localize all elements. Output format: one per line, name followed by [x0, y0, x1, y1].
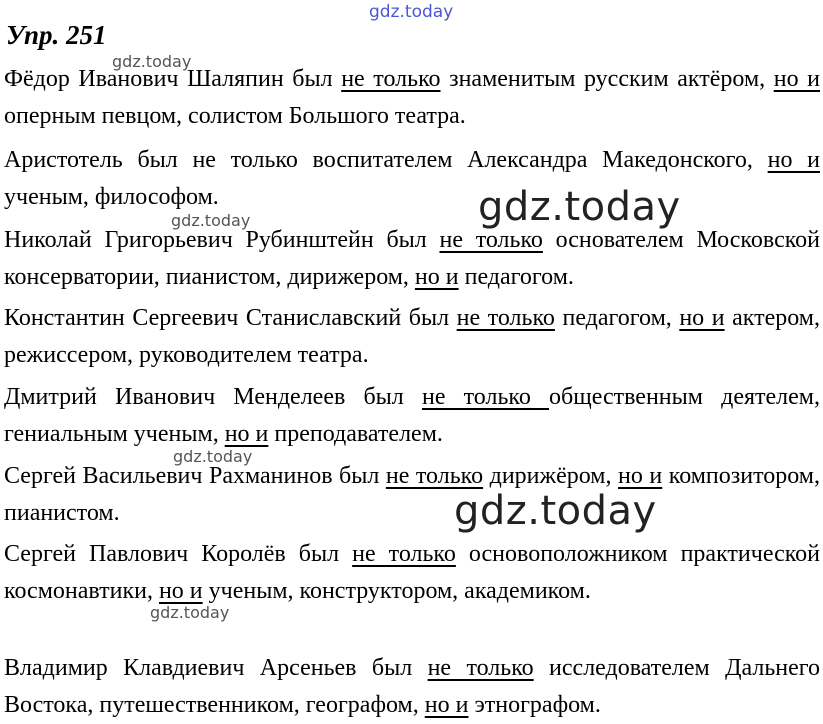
paragraph-4	[4, 300, 820, 374]
underlined-conjunction: но и	[424, 692, 469, 718]
sentence-part: ученым, конструктором, академиком.	[202, 578, 591, 604]
watermark: gdz.today	[478, 184, 681, 230]
sentence-part: дирижёром,	[483, 463, 619, 489]
underlined-conjunction: не только	[456, 305, 555, 331]
sentence-part: этнографом.	[468, 692, 601, 718]
watermark: gdz.today	[173, 447, 253, 466]
sentence-part: преподавателем.	[268, 421, 443, 447]
watermark: gdz.today	[369, 2, 454, 22]
sentence-part: педагогом,	[554, 305, 680, 331]
exercise-title: Упр. 251	[6, 20, 107, 50]
sentence-part: Сергей Васильевич Рахманинов был	[4, 463, 386, 489]
paragraph-3	[4, 222, 820, 296]
underlined-conjunction: не только	[352, 541, 456, 567]
sentence-part: ученым, философом.	[4, 184, 219, 210]
sentence-part: Фёдор Иванович Шаляпин был	[4, 66, 342, 92]
sentence-part: педагогом.	[458, 264, 574, 290]
underlined-conjunction: не только	[427, 655, 534, 681]
underlined-conjunction: не только	[439, 227, 543, 253]
paragraph-6	[4, 458, 820, 532]
underlined-conjunction: но и	[158, 578, 203, 604]
sentence-part: композитором, пианистом.	[4, 463, 820, 526]
underlined-conjunction: но и	[618, 463, 663, 489]
underlined-conjunction: но и	[767, 147, 821, 173]
sentence-part: Константин Сергеевич Станиславский был	[4, 305, 457, 331]
paragraph-7	[4, 536, 820, 610]
underlined-conjunction: но и	[773, 66, 820, 92]
underlined-conjunction: не только	[421, 384, 550, 410]
sentence-part: знаменитым русским актёром,	[440, 66, 774, 92]
paragraph-5	[4, 379, 820, 453]
watermark: gdz.today	[150, 603, 230, 622]
sentence-part: основателем Московской консерватории, пианистом, дирижером,	[4, 227, 821, 290]
sentence-part: исследователем Дальнего Востока, путешественником, географом,	[4, 655, 821, 718]
sentence-part: оперным певцом, солистом Большого театра.	[4, 103, 466, 129]
sentence-part: Николай Григорьевич Рубинштейн был	[4, 227, 440, 253]
underlined-conjunction: но и	[224, 421, 269, 447]
paragraph-2	[4, 142, 820, 216]
paragraph-1	[4, 61, 820, 135]
sentence-part: Сергей Павлович Королёв был	[4, 541, 353, 567]
watermark: gdz.today	[112, 52, 192, 71]
underlined-conjunction: но и	[414, 264, 459, 290]
underlined-conjunction: но и	[679, 305, 725, 331]
paragraph-8	[4, 650, 820, 724]
sentence-part: Дмитрий Иванович Менделеев был	[4, 384, 422, 410]
underlined-conjunction: не только	[341, 66, 441, 92]
sentence-part: Владимир Клавдиевич Арсеньев был	[4, 655, 428, 681]
sentence-part: основоположником практической космонавтики,	[4, 541, 821, 604]
underlined-conjunction: не только	[385, 463, 484, 489]
sentence-part: актером, режиссером, руководителем театра.	[4, 305, 820, 368]
sentence-part: Аристотель был не только воспитателем Александра Македонского,	[4, 147, 768, 173]
sentence-part: общественным деятелем, гениальным ученым,	[4, 384, 820, 447]
watermark: gdz.today	[171, 211, 251, 230]
watermark: gdz.today	[454, 488, 657, 534]
